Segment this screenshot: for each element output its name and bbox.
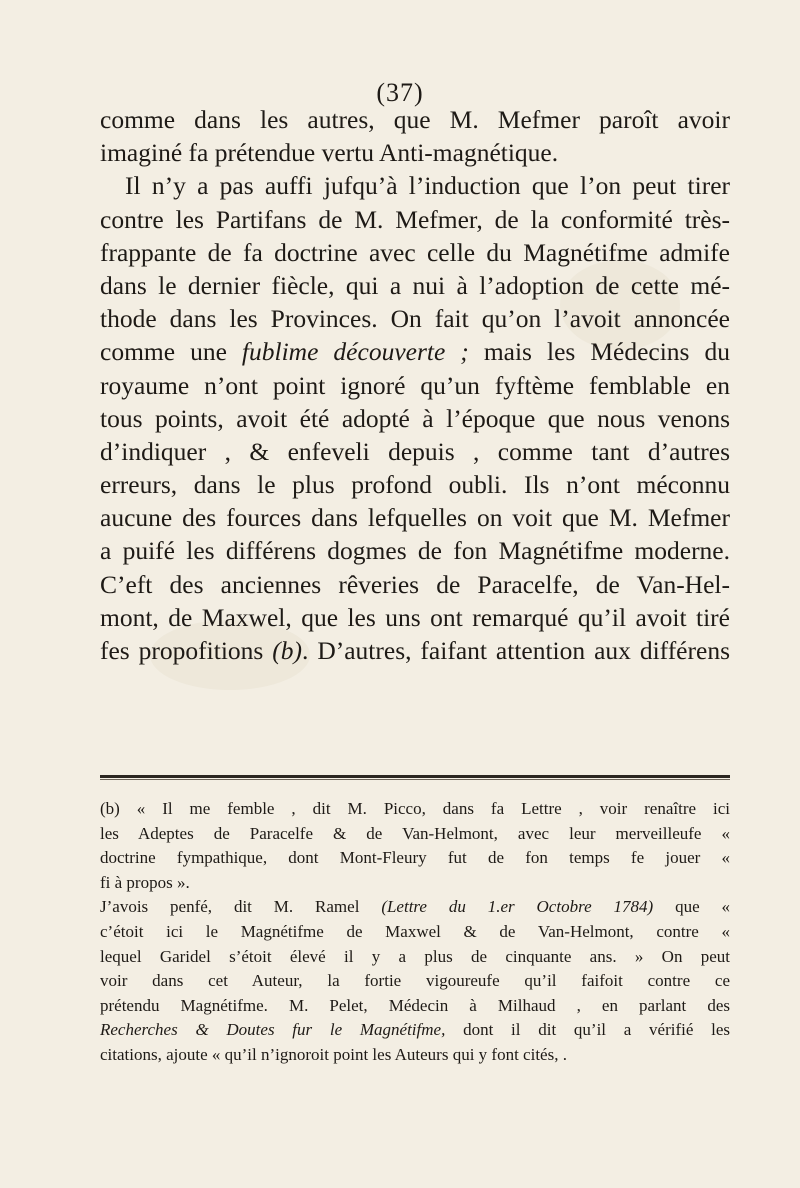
text-line: aucune des fources dans lefquelles on voit que M. Mefmer — [100, 503, 730, 533]
text-run: J’avois penfé, dit M. Ramel — [100, 897, 382, 917]
footnote-line — [100, 895, 730, 920]
footnote-line: voir dans cet Auteur, la fortie vigoureufe qu’il faifoit contre ce — [100, 971, 730, 991]
text-line: thode dans les Provinces. On fait qu’on l’avoit annoncée — [100, 304, 730, 334]
text-line: imaginé fa prétendue vertu Anti-magnétique. — [100, 138, 559, 168]
footnote-line: (b) « Il me femble , dit M. Picco, dans fa Lettre , voir renaître ici — [100, 799, 730, 818]
text-line — [100, 634, 730, 667]
text-line: royaume n’ont point ignoré qu’un fyftème femblable en — [100, 370, 730, 400]
text-line: dans le dernier fiècle, qui a nui à l’adoption de cette mé- — [100, 270, 730, 300]
italic-book-title: Recherches & Doutes fur le Magnétifme, — [100, 1020, 446, 1040]
text-line: comme dans les autres, que M. Mefmer paroît avoir — [100, 105, 730, 134]
text-line: frappante de fa doctrine avec celle du Magnétifme admife — [100, 237, 730, 267]
footnote-line: fi à propos ». — [100, 872, 190, 892]
footnote-line: c’étoit ici le Magnétifme de Maxwel & de Van-Helmont, contre « — [100, 921, 730, 941]
text-line: erreurs, dans le plus profond oubli. Ils n’ont méconnu — [100, 470, 730, 500]
footnote-line: citations, ajoute « qu’il n’ignoroit point les Auteurs qui y font cités, . — [100, 1044, 567, 1064]
text-run: que « — [653, 897, 730, 917]
footnote-line: doctrine fympathique, dont Mont-Fleury fut de fon temps fe jouer « — [100, 848, 730, 868]
text-line — [100, 335, 730, 368]
text-line: tous points, avoit été adopté à l’époque que nous venons — [100, 403, 730, 433]
footnote-separator-rule — [100, 775, 730, 778]
text-line: a puifé les différens dogmes de fon Magnétifme moderne. — [100, 536, 730, 566]
text-run: mais les Médecins du — [468, 337, 731, 367]
footnote-line: lequel Garidel s’étoit élevé il y a plus de cinquante ans. » On peut — [100, 946, 730, 966]
text-run: dont il dit qu’il a vérifié les — [445, 1020, 731, 1040]
main-text — [100, 103, 730, 667]
text-line: d’indiquer , & enfeveli depuis , comme tant d’autres — [100, 436, 730, 466]
italic-phrase: fublime découverte ; — [241, 337, 469, 367]
text-run: . D’autres, faifant attention aux différens — [302, 636, 730, 665]
italic-citation: (Lettre du 1.er Octobre 1784) — [381, 897, 654, 917]
text-line: contre les Partifans de M. Mefmer, de la conformité très- — [100, 204, 730, 234]
footnote-reference: (b) — [272, 636, 303, 665]
text-line: C’eft des anciennes rêveries de Paracelfe, de Van-Hel- — [100, 569, 730, 599]
footnote-line: prétendu Magnétifme. M. Pelet, Médecin à Milhaud , en parlant des — [100, 995, 730, 1015]
page-number: (37) — [376, 78, 424, 107]
text-run: fes propofitions — [100, 636, 273, 665]
footnote-block — [100, 797, 730, 1068]
text-line: Il n’y a pas auffi jufqu’à l’induction que l’on peut tirer — [125, 171, 730, 201]
text-line: mont, de Maxwel, que les uns ont remarqué qu’il avoit tiré — [100, 602, 730, 632]
footnote-line: les Adeptes de Paracelfe & de Van-Helmont, avec leur merveilleufe « — [100, 823, 730, 843]
text-run: comme une — [100, 337, 242, 367]
footnote-line — [100, 1018, 730, 1043]
